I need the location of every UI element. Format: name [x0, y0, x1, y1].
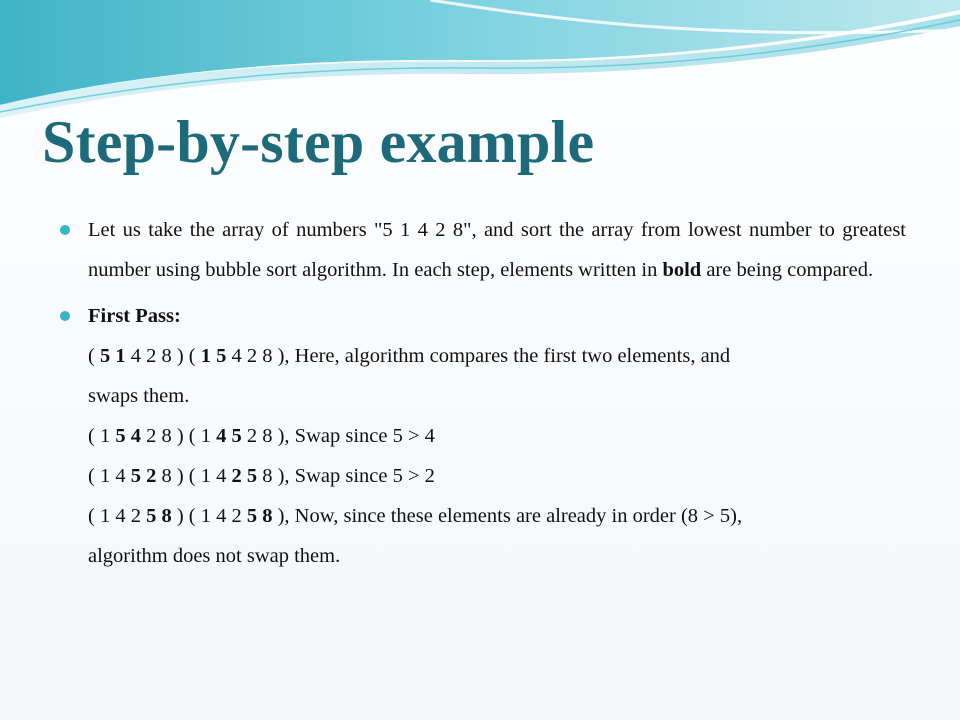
pass-step-1: ( 5 1 4 2 8 ) ( 1 5 4 2 8 ), Here, algorithm compares the first two elements, and [88, 345, 731, 367]
intro-text: Let us take the array of numbers "5 1 4 2 8", and sort the array from lowest number to greatest number using bubble sort algorithm. In each step, elements written in [88, 219, 906, 281]
pass-step-4-continued: algorithm does not swap them. [88, 545, 341, 567]
slide-content [60, 210, 906, 576]
slide-title: Step-by-step example [42, 109, 595, 175]
pass-step-1-continued: swaps them. [88, 385, 190, 407]
first-pass-heading: First Pass: [88, 305, 181, 327]
intro-bold-word: bold [662, 259, 702, 281]
first-pass-bullet [60, 296, 906, 576]
header-wave-decoration [0, 0, 960, 120]
pass-step-2: ( 1 5 4 2 8 ) ( 1 4 5 2 8 ), Swap since 5 > 4 [88, 425, 435, 447]
bullet-icon [60, 311, 70, 321]
pass-step-4: ( 1 4 2 5 8 ) ( 1 4 2 5 8 ), Now, since these elements are already in order (8 > 5), [88, 505, 743, 527]
pass-step-3: ( 1 4 5 2 8 ) ( 1 4 2 5 8 ), Swap since 5 > 2 [88, 465, 435, 487]
intro-text-end: are being compared. [701, 259, 874, 281]
intro-bullet [60, 210, 906, 290]
bullet-icon [60, 225, 70, 235]
